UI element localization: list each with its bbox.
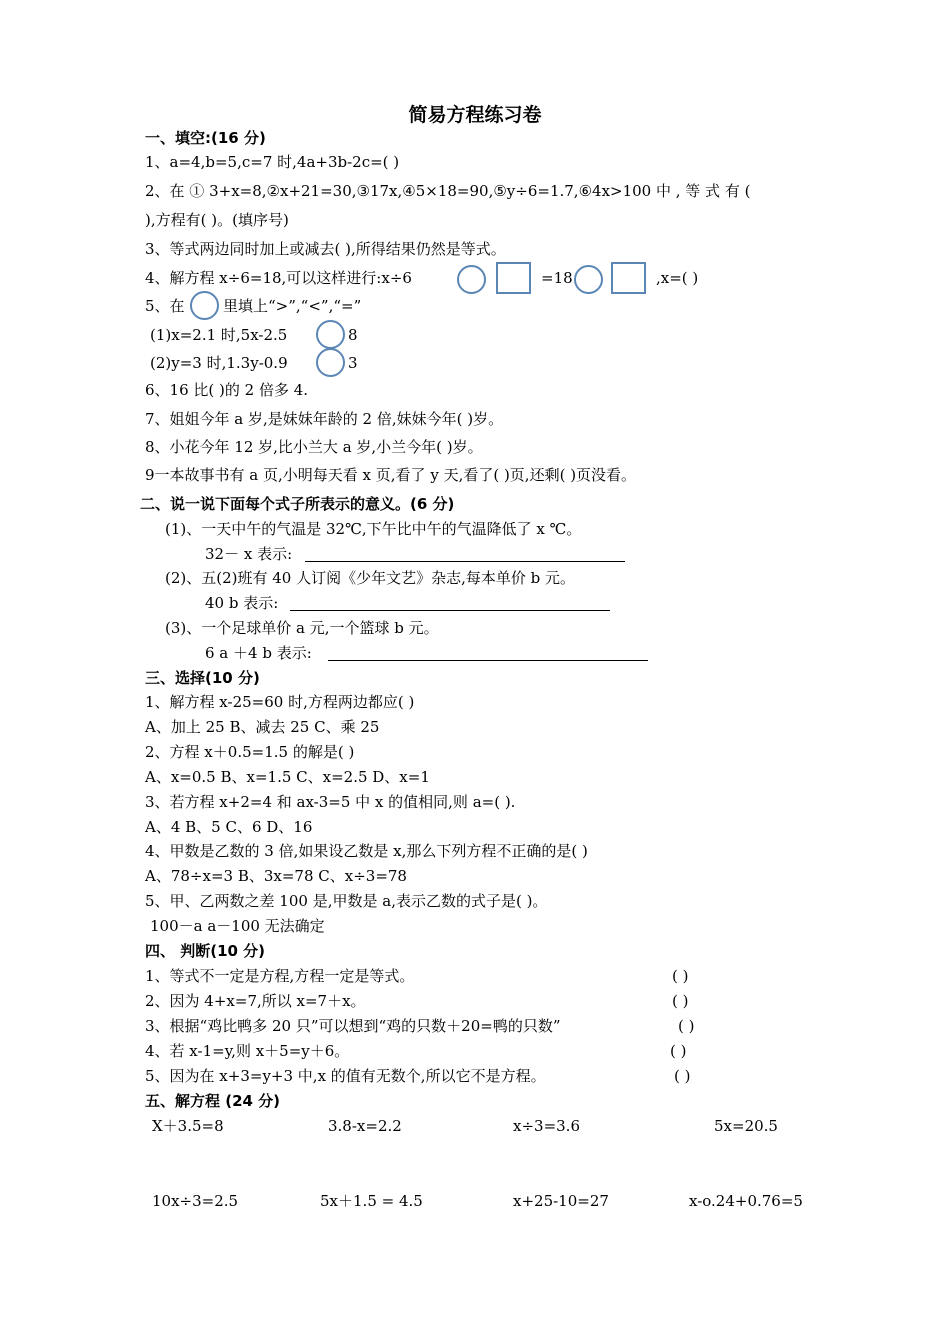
- s4-statement-3: 3、根据“鸡比鸭多 20 只”可以想到“鸡的只数＋20=鸭的只数”: [145, 1017, 561, 1035]
- s4-statement-2: 2、因为 4+x=7,所以 x=7＋x。: [145, 992, 366, 1010]
- s4-statement-1: 1、等式不一定是方程,方程一定是等式。: [145, 967, 415, 985]
- section-2-heading: 二、说一说下面每个式子所表示的意义。(6 分): [140, 495, 455, 513]
- equation: X＋3.5=8: [152, 1117, 224, 1135]
- judgment-paren: ( ): [678, 1017, 695, 1035]
- section-1-heading: 一、填空:(16 分): [145, 129, 266, 147]
- answer-circle: [457, 265, 486, 294]
- s2-item-3-expression: 6 a ＋4 b 表示:: [205, 644, 312, 662]
- s2-item-2: (2)、五(2)班有 40 人订阅《少年文艺》杂志,每本单价 b 元。: [165, 569, 576, 587]
- answer-line: [305, 561, 625, 562]
- s4-statement-4: 4、若 x-1=y,则 x＋5=y＋6。: [145, 1042, 350, 1060]
- s1-question-5b: 里填上“>”,“<”,“=”: [223, 297, 362, 315]
- s1-question-6: 6、16 比( )的 2 倍多 4.: [145, 381, 309, 399]
- equation: 5x＋1.5 = 4.5: [320, 1192, 423, 1210]
- answer-line: [328, 660, 648, 661]
- s1-question-4b: =18: [541, 269, 573, 287]
- s3-question-1-options: A、加上 25 B、减去 25 C、乘 25: [145, 718, 380, 736]
- answer-square: [496, 262, 531, 294]
- judgment-paren: ( ): [672, 967, 689, 985]
- s1-question-9: 9一本故事书有 a 页,小明每天看 x 页,看了 y 天,看了( )页,还剩( )页没看。: [145, 466, 637, 484]
- judgment-paren: ( ): [674, 1067, 691, 1085]
- s1-question-3: 3、等式两边同时加上或减去( ),所得结果仍然是等式。: [145, 240, 506, 258]
- s1-question-5-2: (2)y=3 时,1.3y-0.9: [150, 354, 288, 372]
- s2-item-1-expression: 32－ x 表示:: [205, 545, 293, 563]
- section-4-heading: 四、 判断(10 分): [145, 942, 266, 960]
- s1-question-5-2-value: 3: [348, 354, 358, 372]
- s3-question-3: 3、若方程 x+2=4 和 ax-3=5 中 x 的值相同,则 a=( ).: [145, 793, 516, 811]
- s3-question-4-options: A、78÷x=3 B、3x=78 C、x÷3=78: [145, 867, 407, 885]
- s2-item-2-expression: 40 b 表示:: [205, 594, 279, 612]
- s3-question-4: 4、甲数是乙数的 3 倍,如果设乙数是 x,那么下列方程不正确的是( ): [145, 842, 588, 860]
- section-5-heading: 五、解方程 (24 分): [145, 1092, 281, 1110]
- equation: 10x÷3=2.5: [152, 1192, 239, 1210]
- s3-question-2-options: A、x=0.5 B、x=1.5 C、x=2.5 D、x=1: [145, 768, 430, 786]
- s3-question-3-options: A、4 B、5 C、6 D、16: [145, 818, 313, 836]
- section-3-heading: 三、选择(10 分): [145, 669, 260, 687]
- answer-circle: [316, 348, 345, 377]
- equation: 3.8-x=2.2: [328, 1117, 402, 1135]
- s3-question-2: 2、方程 x＋0.5=1.5 的解是( ): [145, 743, 355, 761]
- s1-question-2b: ),方程有( )。(填序号): [145, 211, 289, 229]
- s1-question-5: 5、在: [145, 297, 185, 315]
- s1-question-4c: ,x=( ): [656, 269, 699, 287]
- s1-question-8: 8、小花今年 12 岁,比小兰大 a 岁,小兰今年( )岁。: [145, 438, 483, 456]
- s4-statement-5: 5、因为在 x+3=y+3 中,x 的值有无数个,所以它不是方程。: [145, 1067, 546, 1085]
- judgment-paren: ( ): [670, 1042, 687, 1060]
- equation: x-o.24+0.76=5: [689, 1192, 803, 1210]
- answer-circle: [574, 265, 603, 294]
- s1-question-7: 7、姐姐今年 a 岁,是妹妹年龄的 2 倍,妹妹今年( )岁。: [145, 410, 504, 428]
- answer-circle: [190, 291, 219, 320]
- equation: x÷3=3.6: [513, 1117, 580, 1135]
- s1-question-5-1-value: 8: [348, 326, 358, 344]
- s1-question-4a: 4、解方程 x÷6=18,可以这样进行:x÷6: [145, 269, 412, 287]
- answer-circle: [316, 320, 345, 349]
- answer-square: [611, 262, 646, 294]
- s1-question-1: 1、a=4,b=5,c=7 时,4a+3b-2c=( ): [145, 153, 400, 171]
- judgment-paren: ( ): [672, 992, 689, 1010]
- s3-question-5: 5、甲、乙两数之差 100 是,甲数是 a,表示乙数的式子是( )。: [145, 892, 548, 910]
- s1-question-2a: 2、在 ① 3+x=8,②x+21=30,③17x,④5×18=90,⑤y÷6=1.7,⑥4x>100 中 , 等 式 有 (: [145, 182, 751, 200]
- s2-item-3: (3)、一个足球单价 a 元,一个篮球 b 元。: [165, 619, 439, 637]
- s3-question-1: 1、解方程 x-25=60 时,方程两边都应( ): [145, 693, 415, 711]
- equation: x+25-10=27: [513, 1192, 609, 1210]
- equation: 5x=20.5: [714, 1117, 778, 1135]
- s1-question-5-1: (1)x=2.1 时,5x-2.5: [150, 326, 288, 344]
- s2-item-1: (1)、一天中午的气温是 32℃,下午比中午的气温降低了 x ℃。: [165, 520, 582, 538]
- s3-question-5-options: 100－a a－100 无法确定: [150, 917, 325, 935]
- answer-line: [290, 610, 610, 611]
- page-title: 简易方程练习卷: [408, 104, 542, 126]
